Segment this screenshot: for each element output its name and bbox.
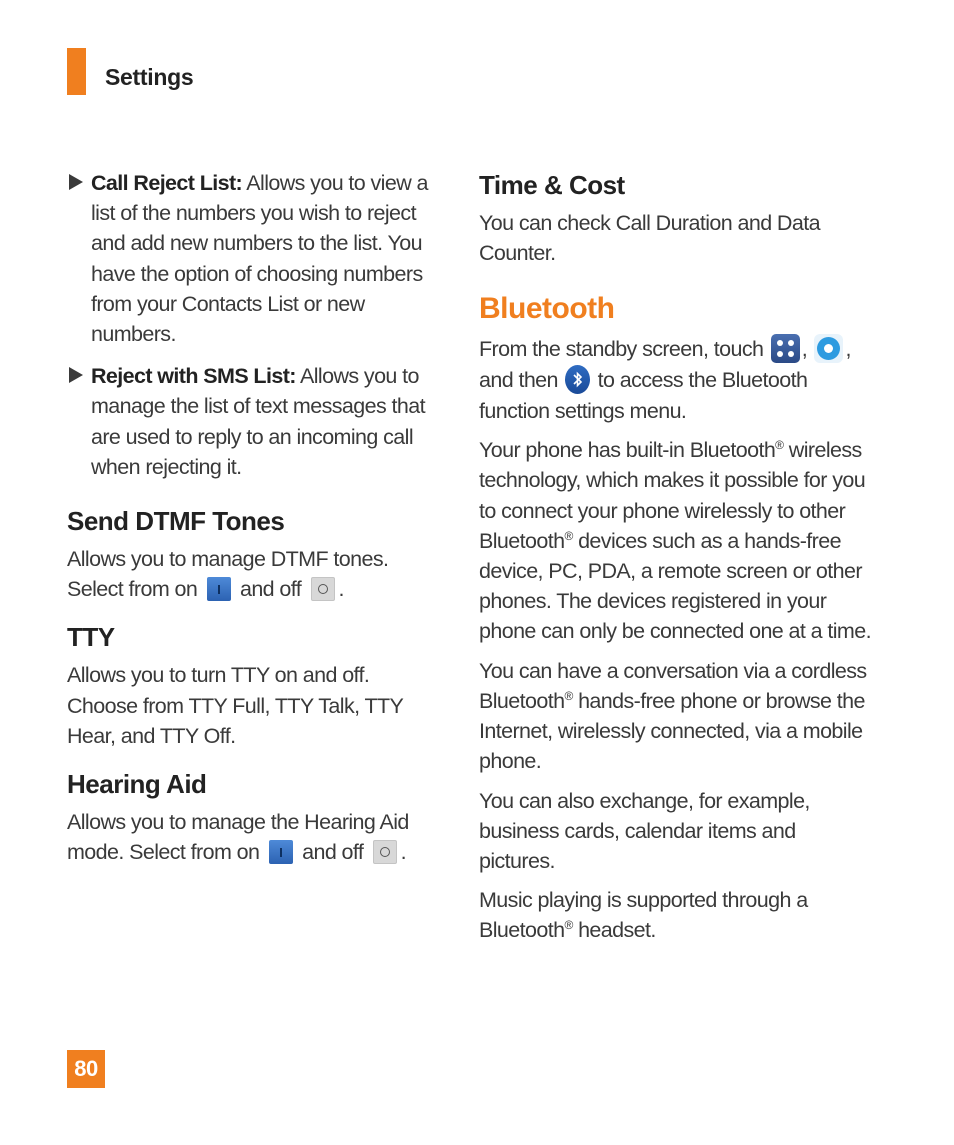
bluetooth-intro — [479, 334, 874, 426]
bt-p2-b: wireless technology, which makes it possible for you to connect your phone wirelessly to other Bluetooth — [479, 438, 866, 553]
time-cost-text: You can check Call Duration and Data Counter. — [479, 211, 820, 266]
hearing-aid-heading: Hearing Aid — [67, 769, 207, 800]
settings-gear-icon — [814, 334, 843, 363]
dtmf-text-c: . — [338, 577, 344, 602]
toggle-off-icon — [373, 840, 397, 864]
dtmf-text-b: and off — [239, 577, 302, 602]
bluetooth-para-3 — [479, 656, 874, 777]
reject-sms-list-item — [67, 361, 442, 482]
bullet-label: Reject with SMS List: — [91, 364, 296, 389]
toggle-on-icon — [269, 840, 293, 864]
tty-text: Allows you to turn TTY on and off. Choose from TTY Full, TTY Talk, TTY Hear, and TTY Off. — [67, 663, 403, 748]
bt-intro-e: to access the Bluetooth function settings menu. — [479, 368, 808, 424]
bt-intro-comma: , — [845, 337, 851, 362]
bt-p5-a: Music playing is supported through a Bluetooth — [479, 888, 808, 943]
bluetooth-icon — [565, 365, 590, 394]
bullet-text: Allows you to manage the list of text messages that are used to reply to an incoming call when rejecting it. — [91, 364, 425, 479]
bt-p2-c: devices such as a hands-free device, PC, PDA, a remote screen or other phones. The devices registered in your phone can only be connected one at a time. — [479, 528, 871, 644]
registered-mark: ® — [564, 528, 573, 543]
hearing-text-b: and off — [302, 840, 364, 865]
bullet-arrow-icon — [69, 174, 83, 190]
time-cost-heading: Time & Cost — [479, 170, 625, 200]
hearing-aid-text — [67, 807, 442, 867]
registered-mark: ® — [564, 688, 573, 703]
dtmf-heading: Send DTMF Tones — [67, 506, 285, 537]
registered-mark: ® — [775, 438, 784, 453]
bluetooth-para-2 — [479, 435, 874, 646]
section-title: Settings — [105, 64, 194, 90]
hearing-text-c: . — [400, 840, 407, 865]
bluetooth-heading: Bluetooth — [479, 292, 615, 326]
bt-intro-comma: , — [801, 337, 808, 362]
bluetooth-para-5 — [479, 885, 874, 945]
section-marker — [67, 48, 86, 95]
tty-heading: TTY — [67, 622, 115, 653]
bt-intro-a: From the standby screen, touch — [479, 337, 764, 362]
bt-p3-b: hands-free phone or browse the Internet, wirelessly connected, via a mobile phone. — [479, 688, 865, 774]
dtmf-text — [67, 544, 442, 604]
bullet-arrow-icon — [69, 367, 83, 383]
right-column — [479, 168, 874, 955]
toggle-on-icon — [207, 577, 231, 601]
bt-p2-a: Your phone has built-in Bluetooth — [479, 438, 776, 463]
toggle-off-icon — [311, 577, 335, 601]
registered-mark: ® — [564, 918, 573, 933]
left-column — [67, 168, 442, 867]
bt-p3-a: You can have a conversation via a cordless Bluetooth — [479, 658, 867, 713]
bluetooth-para-4: You can also exchange, for example, business cards, calendar items and pictures. — [479, 788, 810, 873]
hearing-text-a: Allows you to manage the Hearing Aid mode. Select from on — [67, 810, 409, 865]
bt-intro-d: and then — [479, 368, 558, 393]
call-reject-list-item — [67, 168, 442, 349]
bullet-text: Allows you to view a list of the numbers you wish to reject and add new numbers to the list. You have the option of choosing numbers from your Contacts List or new numbers. — [91, 171, 428, 347]
apps-icon — [771, 334, 800, 363]
dtmf-text-a: Allows you to manage DTMF tones. Select from on — [67, 547, 389, 602]
page-number: 80 — [67, 1050, 105, 1088]
bullet-label: Call Reject List: — [91, 171, 243, 195]
bt-p5-b: headset. — [572, 918, 656, 943]
